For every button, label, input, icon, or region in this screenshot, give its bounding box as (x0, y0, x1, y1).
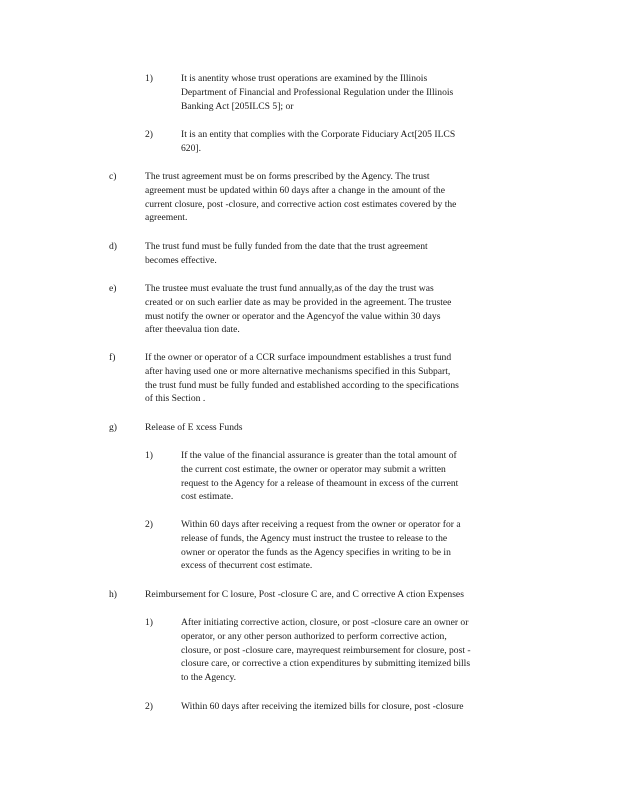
list-marker: 1) (145, 450, 153, 461)
list-marker: 2) (145, 701, 153, 712)
list-marker: h) (109, 589, 117, 600)
section-heading: Release of E xcess Funds (145, 422, 243, 433)
paragraph-text: If the owner or operator of a CCR surface impoundment establishes a trust fund after having used one or more alternative mechanisms specified in this Subpart, the trust fund must be fully funded and established according to the specifications of this Section . (145, 352, 459, 405)
list-marker: g) (109, 422, 117, 433)
list-marker: f) (109, 352, 116, 363)
paragraph-text: The trust agreement must be on forms prescribed by the Agency. The trust agreement must be updated within 60 days after a change in the amount of the current closure, post -closure, and corrective action cost estimates covered by the agreement. (145, 171, 457, 224)
paragraph-text: The trustee must evaluate the trust fund annually,as of the day the trust was created or on such earlier date as may be provided in the agreement. The trustee must notify the owner or operator and the Agencyof the value within 30 days after theevalua tion date. (145, 283, 452, 336)
paragraph-text: Within 60 days after receiving the itemized bills for closure, post -closure (181, 701, 464, 712)
paragraph-text: If the value of the financial assurance is greater than the total amount of the current cost estimate, the owner or operator may submit a written request to the Agency for a release of theamount in excess of the current cost estimate. (181, 450, 459, 503)
paragraph-text: It is anentity whose trust operations are examined by the Illinois Department of Financial and Professional Regulation under the Illinois Banking Act [205ILCS 5]; or (181, 73, 454, 112)
paragraph-text: It is an entity that complies with the Corporate Fiduciary Act[205 ILCS 620]. (181, 129, 456, 154)
section-heading: Reimbursement for C losure, Post -closure C are, and C orrective A ction Expenses (145, 589, 464, 600)
list-marker: 2) (145, 129, 153, 140)
list-marker: d) (109, 241, 117, 252)
list-marker: 2) (145, 519, 153, 530)
paragraph-text: Within 60 days after receiving a request from the owner or operator for a release of funds, the Agency must instruct the trustee to release to the owner or operator the funds as the Agency specifies in writing to be in excess of thecurrent cost estimate. (181, 519, 461, 572)
list-marker: e) (109, 283, 117, 294)
list-marker: c) (109, 171, 117, 182)
list-marker: 1) (145, 73, 153, 84)
list-marker: 1) (145, 617, 153, 628)
paragraph-text: After initiating corrective action, closure, or post -closure care an owner or operator, or any other person authorized to perform corrective action, closure, or post -closure care, mayrequest reimbursement for closure, post - closure care, or corrective a ction expenditures by submitting itemized bills to the Agency. (181, 617, 471, 684)
paragraph-text: The trust fund must be fully funded from the date that the trust agreement becomes effective. (145, 241, 428, 266)
